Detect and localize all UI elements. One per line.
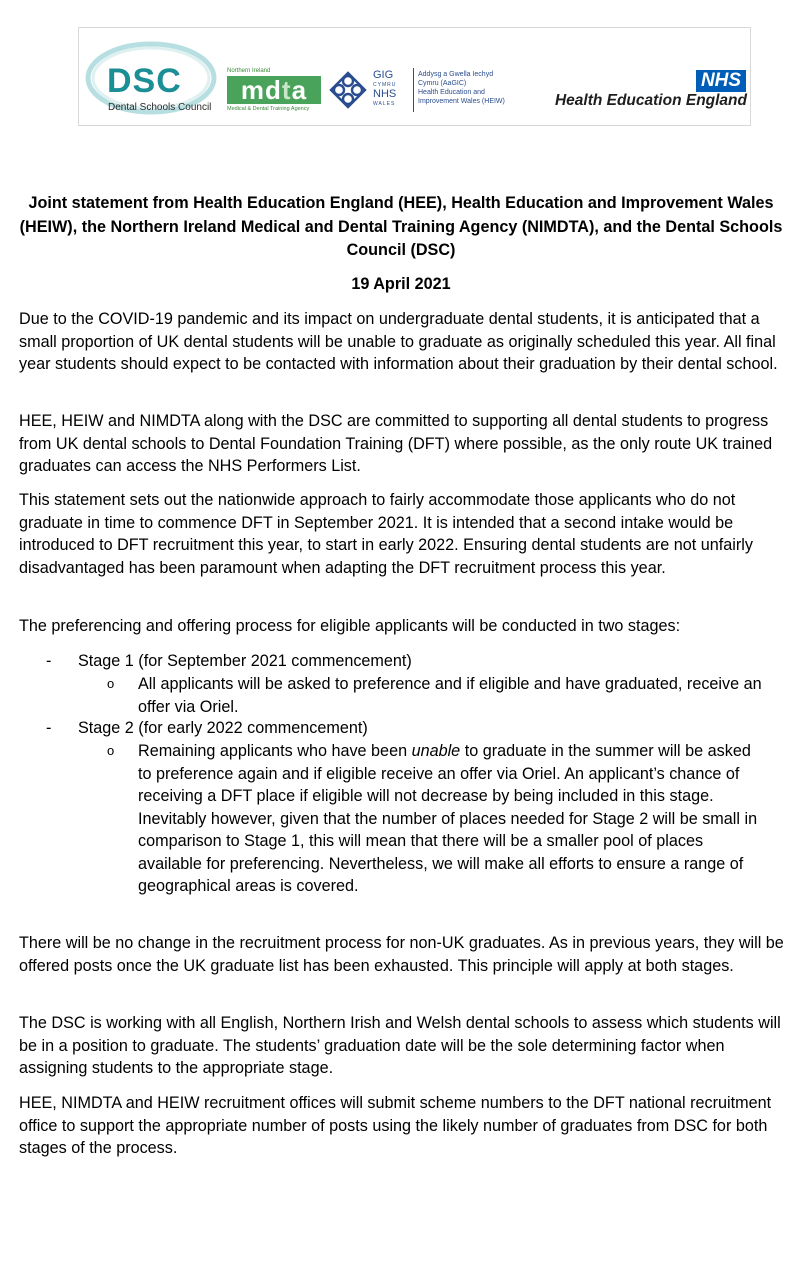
heiw-line: Cymru (AaGIC) (418, 80, 467, 87)
dsc-logo-letters: DSC (107, 62, 182, 100)
stage-1-label: Stage 1 (for September 2021 commencement) (78, 652, 412, 670)
dsc-logo-subtitle: Dental Schools Council (108, 102, 212, 113)
nimdta-word-c: a (291, 75, 308, 105)
heiw-divider (413, 68, 414, 112)
celtic-knot-icon (328, 70, 368, 110)
nimdta-bottom-text: Medical & Dental Training Agency (227, 106, 310, 112)
stage-2-detail (138, 740, 766, 898)
stage-2-detail-pre: Remaining applicants who have been (138, 742, 412, 760)
heiw-line: Improvement Wales (HEIW) (418, 98, 505, 105)
list-circle: o (107, 676, 115, 691)
heiw-wales-text: WALES (373, 101, 396, 107)
paragraph-4: The preferencing and offering process for eligible applicants will be conducted in two stages: (19, 617, 681, 635)
hee-name: Health Education England (554, 92, 747, 109)
stage-2-detail-post: to graduate in the summer will be asked to preference again and if eligible receive an offer via Oriel. An applicant’s chance of receiving a DFT place if eligible will not decrease by being included in this stage. Inevitably however, given that the number of places needed for Stage 2 will be small in comparison to Stage 1, this will mean that there will be a smaller pool of places available for preferencing. Nevertheless, we will make all efforts to ensure a range of geographical areas is covered. (138, 742, 758, 895)
heiw-line: Health Education and (418, 89, 485, 96)
dsc-logo (85, 38, 219, 116)
heiw-logo (328, 68, 518, 114)
statement-date: 19 April 2021 (351, 275, 451, 293)
nimdta-logo (227, 68, 323, 114)
nimdta-word-a: md (240, 75, 282, 105)
nimdta-wordmark (227, 76, 321, 104)
stage-2-label: Stage 2 (for early 2022 commencement) (78, 719, 368, 737)
paragraph-6: The DSC is working with all English, Northern Irish and Welsh dental schools to assess which students will be in a position to graduate. The students’ graduation date will be the sole determining factor when assigning students to the appropriate stage. (19, 1014, 781, 1077)
statement-title: Joint statement from Health Education England (HEE), Health Education and Improvement Wales (HEIW), the Northern Ireland Medical and Dental Training Agency (NIMDTA), and the Dental Schools Council (DSC) (19, 194, 783, 259)
heiw-gig-text: GIG (373, 69, 394, 81)
stage-2-detail-emphasis: unable (411, 742, 461, 760)
paragraph-1: Due to the COVID-19 pandemic and its impact on undergraduate dental students, it is anticipated that a small proportion of UK dental students will be unable to graduate as originally scheduled this year. All final year students should expect to be contacted with information about their graduation by their dental school. (19, 310, 778, 373)
heiw-cymru-text: CYMRU (373, 82, 397, 88)
heiw-nhs-text: NHS (373, 88, 397, 100)
nimdta-top-text: Northern Ireland (227, 68, 271, 74)
list-circle: o (107, 743, 115, 758)
list-dash: - (46, 719, 52, 737)
stage-1-detail: All applicants will be asked to preference and if eligible and have graduated, receive an offer via Oriel. (138, 675, 762, 716)
nimdta-word-b: t (281, 75, 292, 105)
paragraph-5: There will be no change in the recruitment process for non-UK graduates. As in previous years, they will be offered posts once the UK graduate list has been exhausted. This principle will apply at both stages. (19, 934, 784, 975)
list-dash: - (46, 652, 52, 670)
paragraph-3: This statement sets out the nationwide approach to fairly accommodate those applicants who do not graduate in time to commence DFT in September 2021. It is intended that a second intake would be introduced to DFT recruitment this year, to start in early 2022. Ensuring dental students are not unfairly disadvantaged has been paramount when adapting the DFT recruitment process this year. (19, 491, 753, 577)
nhs-badge: NHS (696, 70, 746, 92)
heiw-line: Addysg a Gwella Iechyd (418, 71, 494, 78)
paragraph-7: HEE, NIMDTA and HEIW recruitment offices will submit scheme numbers to the DFT national recruitment office to support the appropriate number of posts using the likely number of graduates from DSC for both stages of the process. (19, 1094, 772, 1157)
paragraph-2: HEE, HEIW and NIMDTA along with the DSC are committed to supporting all dental students to progress from UK dental schools to Dental Foundation Training (DFT) where possible, as the only route UK trained graduates can access the NHS Performers List. (19, 412, 773, 475)
logo-banner (78, 27, 751, 126)
heiw-org-name (418, 70, 518, 106)
